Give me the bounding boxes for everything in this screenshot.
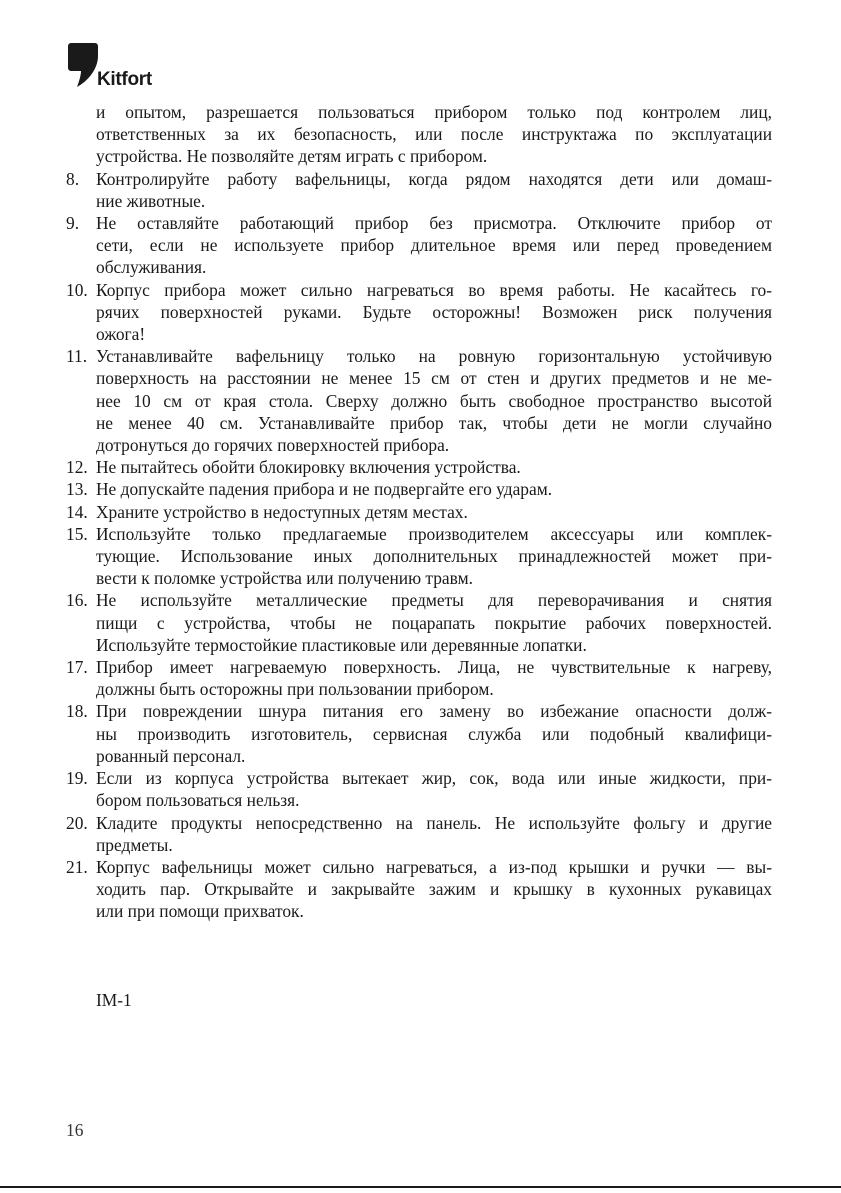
text-line: Не допускайте падения прибора и не подвергайте его ударам. [96, 479, 553, 500]
list-item-number: 18. [66, 701, 88, 722]
list-item-text [96, 501, 772, 523]
text-line: предметы. [96, 834, 173, 855]
list-item [66, 279, 772, 346]
list-item-text [96, 101, 772, 168]
logo-text: Kitfort [97, 69, 152, 90]
text-line: бором пользоваться нельзя. [96, 790, 300, 811]
list-item [66, 456, 772, 478]
list-item-number: 11. [66, 346, 88, 367]
text-line: ходить пар. Открывайте и закрывайте зажим и крышку в кухонных рукавицах [96, 879, 772, 900]
list-item-text [96, 656, 772, 700]
text-line: ны производить изготовитель, сервисная служба или подобный квалифици- [96, 723, 772, 744]
list-item-text [96, 700, 772, 767]
text-line: Если из корпуса устройства вытекает жир, сок, вода или иные жидкости, при- [96, 768, 772, 789]
text-line: ние животные. [96, 190, 206, 211]
text-line: или при помощи прихваток. [96, 901, 304, 922]
text-line: рячих поверхностей руками. Будьте осторожны! Возможен риск получения [96, 301, 772, 322]
text-line: Не используйте металлические предметы для переворачивания и снятия [96, 590, 772, 611]
list-item-number: 16. [66, 590, 88, 611]
text-line: дотронуться до горячих поверхностей прибора. [96, 435, 450, 456]
text-line: вести к поломке устройства или получению травм. [96, 568, 473, 589]
text-line: тующие. Использование иных дополнительных принадлежностей может при- [96, 546, 772, 567]
text-line: нее 10 см от края стола. Сверху должно быть свободное пространство высотой [96, 390, 772, 411]
text-line: Не пытайтесь обойти блокировку включения устройства. [96, 457, 521, 478]
list-item-number: 20. [66, 812, 88, 833]
bottom-rule [0, 1186, 841, 1188]
list-item-text [96, 212, 772, 279]
text-line: рованный персонал. [96, 745, 246, 766]
list-item-number: 14. [66, 501, 88, 522]
text-line: и опытом, разрешается пользоваться прибором только под контролем лиц, [96, 102, 772, 122]
list-item [66, 856, 772, 923]
text-line: Храните устройство в недоступных детям местах. [96, 501, 468, 522]
text-line: Используйте только предлагаемые производителем аксессуары или комплек- [96, 523, 772, 544]
list-item-number: 15. [66, 523, 88, 544]
list-item-number: 21. [66, 856, 88, 877]
list-item-continuation [66, 101, 772, 168]
list-item-text [96, 478, 772, 500]
document-code: IM-1 [96, 990, 132, 1010]
list-item-number: 9. [66, 213, 80, 234]
list-item-text [96, 523, 772, 590]
list-item [66, 656, 772, 700]
text-line: Контролируйте работу вафельницы, когда рядом находятся дети или домаш- [96, 168, 772, 189]
text-line: Используйте термостойкие пластиковые или деревянные лопатки. [96, 634, 587, 655]
text-line: Корпус прибора может сильно нагреваться во время работы. Не касайтесь го- [96, 279, 772, 300]
list-item-text [96, 856, 772, 923]
instructions-list [66, 101, 772, 923]
list-item-number: 13. [66, 479, 88, 500]
text-line: ожога! [96, 324, 146, 345]
list-item-text [96, 589, 772, 656]
page-number: 16 [66, 1120, 84, 1140]
text-line: устройства. Не позволяйте детям играть с прибором. [96, 146, 488, 167]
list-item [66, 168, 772, 212]
list-item-text [96, 456, 772, 478]
list-item-text [96, 345, 772, 456]
text-line: При повреждении шнура питания его замену во избежание опасности долж- [96, 701, 772, 722]
list-item-number: 17. [66, 657, 88, 678]
text-line: сети, если не используете прибор длительное время или перед проведением [96, 235, 772, 256]
list-item-text [96, 812, 772, 856]
text-line: не менее 40 см. Устанавливайте прибор так, чтобы дети не могли случайно [96, 412, 772, 433]
list-item [66, 501, 772, 523]
list-item [66, 767, 772, 811]
list-item [66, 812, 772, 856]
text-line: должны быть осторожны при пользовании прибором. [96, 679, 494, 700]
list-item [66, 523, 772, 590]
list-item-number: 19. [66, 768, 88, 789]
list-item-text [96, 279, 772, 346]
list-item [66, 345, 772, 456]
list-item [66, 478, 772, 500]
text-line: обслуживания. [96, 257, 207, 278]
text-line: Не оставляйте работающий прибор без присмотра. Отключите прибор от [96, 213, 772, 234]
text-line: ответственных за их безопасность, или после инструктажа по эксплуатации [96, 124, 772, 145]
list-item [66, 212, 772, 279]
text-line: поверхность на расстоянии не менее 15 см от стен и других предметов и не ме- [96, 368, 772, 389]
text-line: Устанавливайте вафельницу только на ровную горизонтальную устойчивую [96, 346, 772, 367]
list-item-number: 8. [66, 168, 80, 189]
text-line: Прибор имеет нагреваемую поверхность. Лица, не чувствительные к нагреву, [96, 657, 772, 678]
list-item-number: 10. [66, 279, 88, 300]
list-item [66, 700, 772, 767]
list-item-number: 12. [66, 457, 88, 478]
text-line: пищи с устройства, чтобы не поцарапать покрытие рабочих поверхностей. [96, 612, 772, 633]
list-item-text [96, 767, 772, 811]
list-item [66, 589, 772, 656]
text-line: Кладите продукты непосредственно на панель. Не используйте фольгу и другие [96, 812, 772, 833]
list-item-text [96, 168, 772, 212]
text-line: Корпус вафельницы может сильно нагреваться, а из-под крышки и ручки — вы- [96, 856, 772, 877]
kitfort-logo-icon [68, 43, 98, 87]
